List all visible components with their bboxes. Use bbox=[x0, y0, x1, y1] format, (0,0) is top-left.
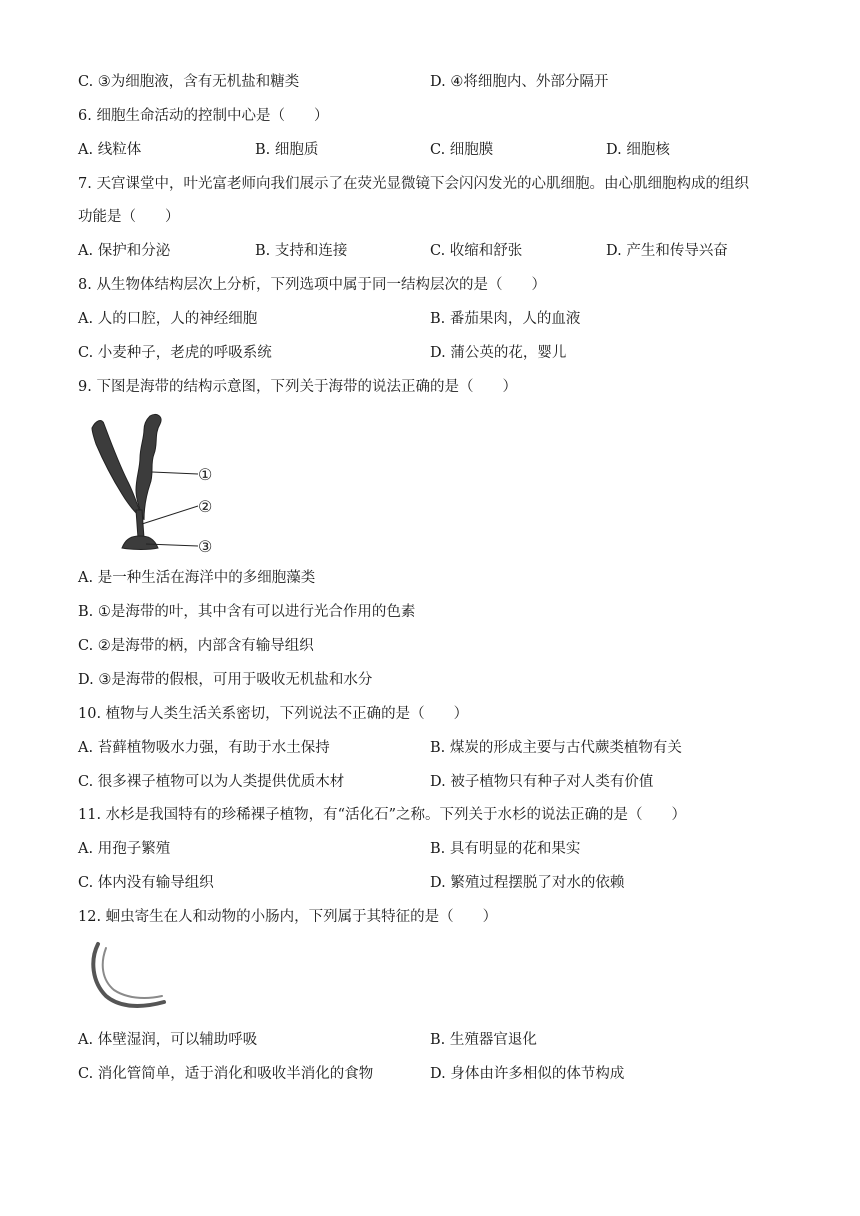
q10-option-a: A. 苔藓植物吸水力强，有助于水土保持 bbox=[78, 740, 330, 756]
q8-option-b: B. 番茄果肉，人的血液 bbox=[430, 311, 581, 327]
kelp-structure-figure bbox=[84, 410, 224, 560]
q5-option-d: D. ④将细胞内、外部分隔开 bbox=[430, 74, 609, 90]
q11-option-b: B. 具有明显的花和果实 bbox=[430, 841, 581, 857]
q7-option-a: A. 保护和分泌 bbox=[78, 243, 171, 259]
q9-option-b: B. ①是海带的叶，其中含有可以进行光合作用的色素 bbox=[78, 604, 416, 620]
q11-option-d: D. 繁殖过程摆脱了对水的依赖 bbox=[430, 875, 625, 891]
q9-stem: 9. 下图是海带的结构示意图，下列关于海带的说法正确的是（ ） bbox=[78, 379, 517, 395]
figure-label-1: ① bbox=[198, 465, 213, 484]
q8-stem: 8. 从生物体结构层次上分析，下列选项中属于同一结构层次的是（ ） bbox=[78, 277, 546, 293]
roundworm-body-inner bbox=[103, 948, 162, 998]
leader-line-1 bbox=[152, 472, 198, 474]
q8-option-d: D. 蒲公英的花，婴儿 bbox=[430, 345, 567, 361]
q7-option-b: B. 支持和连接 bbox=[255, 243, 348, 259]
q5-option-c: C. ③为细胞液，含有无机盐和糖类 bbox=[78, 74, 300, 90]
leader-line-2 bbox=[142, 506, 198, 524]
q10-stem: 10. 植物与人类生活关系密切，下列说法不正确的是（ ） bbox=[78, 706, 469, 722]
q7-option-c: C. 收缩和舒张 bbox=[430, 243, 523, 259]
q10-option-d: D. 被子植物只有种子对人类有价值 bbox=[430, 774, 654, 790]
q10-option-b: B. 煤炭的形成主要与古代蕨类植物有关 bbox=[430, 740, 682, 756]
q6-option-d: D. 细胞核 bbox=[606, 142, 670, 158]
q11-option-a: A. 用孢子繁殖 bbox=[78, 841, 171, 857]
q7-stem-line1: 7. 天宫课堂中，叶光富老师向我们展示了在荧光显微镜下会闪闪发光的心肌细胞。由心肌细胞构成的组织 bbox=[78, 176, 749, 192]
q12-option-a: A. 体壁湿润，可以辅助呼吸 bbox=[78, 1032, 258, 1048]
q6-option-c: C. 细胞膜 bbox=[430, 142, 494, 158]
q8-option-a: A. 人的口腔，人的神经细胞 bbox=[78, 311, 258, 327]
q11-stem: 11. 水杉是我国特有的珍稀裸子植物，有“活化石”之称。下列关于水杉的说法正确的是（ ） bbox=[78, 807, 686, 823]
kelp-illustration bbox=[92, 414, 161, 549]
q7-option-d: D. 产生和传导兴奋 bbox=[606, 243, 728, 259]
q12-stem: 12. 蛔虫寄生在人和动物的小肠内，下列属于其特征的是（ ） bbox=[78, 909, 498, 925]
q6-option-b: B. 细胞质 bbox=[255, 142, 319, 158]
q12-option-d: D. 身体由许多相似的体节构成 bbox=[430, 1066, 625, 1082]
q7-stem-line2: 功能是（ ） bbox=[78, 209, 180, 225]
q9-option-c: C. ②是海带的柄，内部含有输导组织 bbox=[78, 638, 314, 654]
q12-option-c: C. 消化管简单，适于消化和吸收半消化的食物 bbox=[78, 1066, 374, 1082]
figure-label-3: ③ bbox=[198, 537, 213, 556]
q10-option-c: C. 很多裸子植物可以为人类提供优质木材 bbox=[78, 774, 345, 790]
q8-option-c: C. 小麦种子，老虎的呼吸系统 bbox=[78, 345, 272, 361]
q6-option-a: A. 线粒体 bbox=[78, 142, 142, 158]
q11-option-c: C. 体内没有输导组织 bbox=[78, 875, 214, 891]
q12-option-b: B. 生殖器官退化 bbox=[430, 1032, 537, 1048]
roundworm-figure bbox=[84, 938, 174, 1018]
q6-stem: 6. 细胞生命活动的控制中心是（ ） bbox=[78, 108, 329, 124]
figure-label-2: ② bbox=[198, 497, 213, 516]
q9-option-a: A. 是一种生活在海洋中的多细胞藻类 bbox=[78, 570, 316, 586]
q9-option-d: D. ③是海带的假根，可用于吸收无机盐和水分 bbox=[78, 672, 373, 688]
